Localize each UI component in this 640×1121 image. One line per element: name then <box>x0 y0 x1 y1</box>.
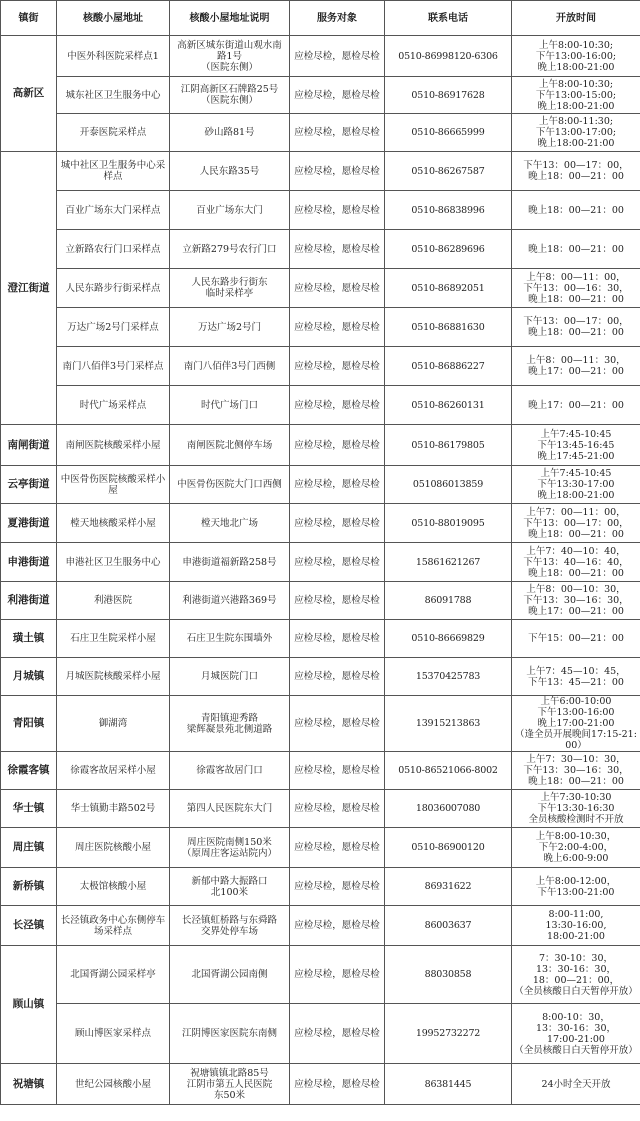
address-note-line: 百业广场东大门 <box>196 204 263 216</box>
table-row <box>1 1004 640 1064</box>
contact-phone-cell: 0510-86900120 <box>385 828 512 868</box>
contact-phone-cell: 86931622 <box>385 868 512 906</box>
contact-phone-cell: 0510-86521066-8002 <box>385 752 512 790</box>
open-hours-line: 上午8：00—11：30， <box>526 355 626 366</box>
address-note-line: 东50米 <box>213 1089 246 1101</box>
address-note-cell <box>170 152 290 191</box>
address-note-line: 交界处停车场 <box>200 925 258 937</box>
address-note-line: 月城医院门口 <box>200 671 258 682</box>
address-note-line: 万达广场2号门 <box>197 321 262 333</box>
open-hours-line: 上午8:00-10:30; <box>538 78 614 90</box>
service-target-cell: 应检尽检，愿检尽检 <box>290 828 385 868</box>
address-note-cell <box>170 1064 290 1105</box>
service-target-cell: 应检尽检，愿检尽检 <box>290 308 385 347</box>
open-hours-line: 下午13:00-17:00; <box>535 127 617 138</box>
service-target-cell: 应检尽检，愿检尽检 <box>290 152 385 191</box>
town-cell: 月城镇 <box>1 658 57 696</box>
town-cell: 夏港街道 <box>1 504 57 543</box>
table-row <box>1 752 640 790</box>
town-cell: 云亭街道 <box>1 466 57 504</box>
table-row <box>1 696 640 752</box>
open-hours-line: 下午13：45—21：00 <box>528 676 624 688</box>
contact-phone-cell: 0510-86289696 <box>385 230 512 269</box>
open-hours-line: 下午13：40—16：40， <box>523 556 629 568</box>
site-address-cell: 华士镇勤丰路502号 <box>57 790 170 828</box>
open-hours-cell <box>512 696 640 752</box>
table-row <box>1 620 640 658</box>
contact-phone-cell: 0510-86998120-6306 <box>385 36 512 77</box>
contact-phone-cell: 13915213863 <box>385 696 512 752</box>
open-hours-line: 17:00-21:00 <box>547 1033 605 1045</box>
address-note-line: 江阴市第五人民医院 <box>186 1078 273 1090</box>
open-hours-line: （全员核酸日白天暂停开放） <box>514 985 638 997</box>
address-note-cell <box>170 191 290 230</box>
address-note-cell <box>170 308 290 347</box>
address-note-cell <box>170 868 290 906</box>
service-target-cell: 应检尽检，愿检尽检 <box>290 77 385 114</box>
open-hours-line: 下午13:30-17:00 <box>537 479 615 490</box>
open-hours-line: 下午13:00-16:00; <box>535 50 617 62</box>
town-cell: 南闸街道 <box>1 425 57 466</box>
open-hours-line: 13：30-16：30， <box>535 963 617 975</box>
header-contact-phone: 联系电话 <box>385 1 512 36</box>
table-row <box>1 543 640 582</box>
town-cell: 祝塘镇 <box>1 1064 57 1105</box>
town-cell: 顾山镇 <box>1 946 57 1064</box>
table-row <box>1 152 640 191</box>
address-note-line: 南门八佰伴3号门西侧 <box>183 360 276 372</box>
service-target-cell: 应检尽检，愿检尽检 <box>290 582 385 620</box>
site-address-cell: 北国胥湖公园采样亭 <box>57 946 170 1004</box>
table-row <box>1 582 640 620</box>
service-target-cell: 应检尽检，愿检尽检 <box>290 790 385 828</box>
contact-phone-cell: 86091788 <box>385 582 512 620</box>
address-note-cell <box>170 347 290 386</box>
open-hours-line: 晚上6:00-9:00 <box>543 853 609 864</box>
town-cell: 澄江街道 <box>1 152 57 425</box>
contact-phone-cell: 15861621267 <box>385 543 512 582</box>
site-address-cell: 开泰医院采样点 <box>57 114 170 152</box>
site-address-cell: 申港社区卫生服务中心 <box>57 543 170 582</box>
table-row <box>1 946 640 1004</box>
address-note-line: 徐霞客故居门口 <box>196 765 263 776</box>
open-hours-line: 18:00-21:00 <box>547 931 605 942</box>
open-hours-line: 下午13:00-21:00 <box>537 886 615 898</box>
open-hours-line: 13:30-16:00, <box>545 920 607 931</box>
open-hours-line: 上午7：40—10：40， <box>526 545 626 557</box>
open-hours-line: 下午13:00-15:00; <box>535 89 617 101</box>
open-hours-line: 晚上17：00—21：00 <box>528 399 624 411</box>
address-note-line: 祝塘镇镇北路85号 <box>190 1067 269 1079</box>
contact-phone-cell: 0510-88019095 <box>385 504 512 543</box>
open-hours-cell <box>512 36 640 77</box>
open-hours-line: 晚上18：00—21：00 <box>528 327 624 338</box>
open-hours-cell <box>512 620 640 658</box>
site-address-cell: 人民东路步行街采样点 <box>57 269 170 308</box>
contact-phone-cell: 86003637 <box>385 906 512 946</box>
open-hours-line: 晚上18：00—21：00 <box>528 204 624 216</box>
address-note-line: 路1号 <box>216 50 243 62</box>
open-hours-cell <box>512 1004 640 1064</box>
service-target-cell: 应检尽检，愿检尽检 <box>290 114 385 152</box>
table-row <box>1 308 640 347</box>
table-row <box>1 386 640 425</box>
open-hours-line: 上午7：30—10：30， <box>526 754 626 765</box>
site-address-cell: 立新路农行门口采样点 <box>57 230 170 269</box>
site-address-cell: 世纪公园核酸小屋 <box>57 1064 170 1105</box>
address-note-line: 樘天地北广场 <box>200 517 258 529</box>
address-note-cell <box>170 386 290 425</box>
open-hours-cell <box>512 152 640 191</box>
site-address-cell: 石庄卫生院采样小屋 <box>57 620 170 658</box>
open-hours-line: 晚上18：00—21：00 <box>528 171 624 182</box>
open-hours-line: 下午15：00—21：00 <box>528 633 624 644</box>
address-note-line: 北国胥湖公园南侧 <box>191 969 268 980</box>
service-target-cell: 应检尽检，愿检尽检 <box>290 230 385 269</box>
open-hours-line: 上午8:00-10:30， <box>535 831 617 842</box>
service-target-cell: 应检尽检，愿检尽检 <box>290 347 385 386</box>
open-hours-cell <box>512 347 640 386</box>
open-hours-cell <box>512 114 640 152</box>
address-note-line: 北100米 <box>210 886 249 898</box>
table-body <box>1 36 640 1105</box>
service-target-cell: 应检尽检，愿检尽检 <box>290 696 385 752</box>
open-hours-line: 上午7：45—10：45， <box>526 665 626 677</box>
open-hours-cell <box>512 504 640 543</box>
address-note-line: （医院东侧） <box>200 95 258 106</box>
service-target-cell: 应检尽检，愿检尽检 <box>290 269 385 308</box>
address-note-cell <box>170 269 290 308</box>
site-address-cell: 利港医院 <box>57 582 170 620</box>
open-hours-line: 晚上18:00-21:00 <box>537 490 615 501</box>
town-cell: 华士镇 <box>1 790 57 828</box>
open-hours-line: 晚上17:45-21:00 <box>537 450 615 462</box>
open-hours-cell <box>512 230 640 269</box>
contact-phone-cell: 0510-86917628 <box>385 77 512 114</box>
town-cell: 璜土镇 <box>1 620 57 658</box>
open-hours-line: 下午2:00-4:00， <box>538 842 614 853</box>
site-address-cell: 太极馆核酸小屋 <box>57 868 170 906</box>
contact-phone-cell: 0510-86179805 <box>385 425 512 466</box>
town-cell: 利港街道 <box>1 582 57 620</box>
site-address-cell: 长泾镇政务中心东侧停车场采样点 <box>57 906 170 946</box>
address-note-cell <box>170 790 290 828</box>
open-hours-line: 8:00-11:00, <box>548 909 604 920</box>
open-hours-line: 下午13:00-16:00 <box>537 707 615 718</box>
open-hours-line: 下午13：30—16：30， <box>523 595 629 606</box>
open-hours-cell <box>512 658 640 696</box>
site-address-cell: 周庄医院核酸小屋 <box>57 828 170 868</box>
open-hours-line: 上午7:45-10:45 <box>540 468 612 479</box>
service-target-cell: 应检尽检，愿检尽检 <box>290 36 385 77</box>
open-hours-cell <box>512 543 640 582</box>
service-target-cell: 应检尽检，愿检尽检 <box>290 543 385 582</box>
address-note-line: 石庄卫生院东围墙外 <box>186 633 273 644</box>
address-note-cell <box>170 114 290 152</box>
open-hours-line: 晚上18：00—21：00 <box>528 567 624 579</box>
town-cell: 徐霞客镇 <box>1 752 57 790</box>
table-row <box>1 906 640 946</box>
table-row <box>1 466 640 504</box>
contact-phone-cell: 19952732272 <box>385 1004 512 1064</box>
contact-phone-cell: 86381445 <box>385 1064 512 1105</box>
open-hours-line: 上午8：00—10：30， <box>526 584 626 595</box>
table-row <box>1 504 640 543</box>
address-note-cell <box>170 77 290 114</box>
service-target-cell: 应检尽检，愿检尽检 <box>290 1004 385 1064</box>
open-hours-line: 7：30-10：30， <box>538 952 614 964</box>
address-note-cell <box>170 946 290 1004</box>
address-note-cell <box>170 752 290 790</box>
table-row <box>1 425 640 466</box>
contact-phone-cell: 0510-86881630 <box>385 308 512 347</box>
site-address-cell: 徐霞客故居采样小屋 <box>57 752 170 790</box>
address-note-line: 第四人民医院东大门 <box>186 803 273 814</box>
open-hours-line: 13：30-16：30， <box>535 1022 617 1034</box>
open-hours-cell <box>512 77 640 114</box>
contact-phone-cell: 0510-86669829 <box>385 620 512 658</box>
open-hours-cell <box>512 582 640 620</box>
address-note-line: 中医骨伤医院大门口西侧 <box>177 479 282 490</box>
open-hours-line: （全员核酸日白天暂停开放） <box>514 1044 638 1056</box>
address-note-line: 时代广场门口 <box>200 399 258 411</box>
open-hours-line: 下午13：00—17：00， <box>523 517 629 529</box>
open-hours-line: 8:00-10：30， <box>542 1011 610 1023</box>
open-hours-cell <box>512 906 640 946</box>
open-hours-line: 上午7：00—11：00， <box>526 506 626 518</box>
table-row <box>1 191 640 230</box>
town-cell: 申港街道 <box>1 543 57 582</box>
open-hours-cell <box>512 308 640 347</box>
open-hours-cell <box>512 425 640 466</box>
site-address-cell: 城东社区卫生服务中心 <box>57 77 170 114</box>
service-target-cell: 应检尽检，愿检尽检 <box>290 868 385 906</box>
address-note-line: 申港街道福新路258号 <box>182 556 277 568</box>
open-hours-cell <box>512 828 640 868</box>
address-note-line: （原周庄客运站院内） <box>181 847 277 859</box>
address-note-line: 梁辉凝景苑北侧道路 <box>186 723 273 735</box>
address-note-line: 砂山路81号 <box>204 127 255 138</box>
header-town: 镇街 <box>1 1 57 36</box>
open-hours-cell <box>512 386 640 425</box>
site-address-cell: 南门八佰伴3号门采样点 <box>57 347 170 386</box>
service-target-cell: 应检尽检，愿检尽检 <box>290 1064 385 1105</box>
service-target-cell: 应检尽检，愿检尽检 <box>290 906 385 946</box>
contact-phone-cell: 0510-86886227 <box>385 347 512 386</box>
contact-phone-cell: 0510-86665999 <box>385 114 512 152</box>
table-row <box>1 114 640 152</box>
site-address-cell: 中医骨伤医院核酸采样小屋 <box>57 466 170 504</box>
address-note-line: 青阳镇迎秀路 <box>200 712 258 724</box>
site-address-cell: 月城医院核酸采样小屋 <box>57 658 170 696</box>
open-hours-cell <box>512 1064 640 1105</box>
open-hours-line: 上午8:00-11:30; <box>538 116 614 127</box>
open-hours-line: 下午13：00—17：00， <box>523 316 629 327</box>
open-hours-line: 上午8:00-10:30; <box>538 39 614 51</box>
open-hours-line: 上午7:30-10:30 <box>540 792 612 803</box>
open-hours-line: 晚上18:00-21:00 <box>537 138 615 149</box>
contact-phone-cell: 051086013859 <box>385 466 512 504</box>
address-note-line: 利港街道兴港路369号 <box>182 595 277 606</box>
town-cell: 新桥镇 <box>1 868 57 906</box>
table-row <box>1 658 640 696</box>
open-hours-line: （逢全员开展晚间17:15-21:00） <box>515 729 637 751</box>
contact-phone-cell: 15370425783 <box>385 658 512 696</box>
service-target-cell: 应检尽检，愿检尽检 <box>290 504 385 543</box>
header-open-hours: 开放时间 <box>512 1 640 36</box>
site-address-cell: 顾山博医家采样点 <box>57 1004 170 1064</box>
service-target-cell: 应检尽检，愿检尽检 <box>290 752 385 790</box>
address-note-line: 南闸医院北侧停车场 <box>186 439 273 451</box>
address-note-line: 江阴博医家医院东南侧 <box>181 1028 277 1039</box>
address-note-cell <box>170 1004 290 1064</box>
address-note-cell <box>170 696 290 752</box>
open-hours-line: 晚上17：00—21：00 <box>528 606 624 617</box>
site-address-cell: 百业广场东大门采样点 <box>57 191 170 230</box>
open-hours-cell <box>512 868 640 906</box>
open-hours-line: 18：00—21：00， <box>532 974 620 986</box>
site-address-cell: 中医外科医院采样点1 <box>57 36 170 77</box>
header-address-note: 核酸小屋地址说明 <box>170 1 290 36</box>
town-cell: 青阳镇 <box>1 696 57 752</box>
service-target-cell: 应检尽检，愿检尽检 <box>290 620 385 658</box>
open-hours-line: 下午13：30—16：30， <box>523 765 629 776</box>
open-hours-line: 上午8:00-12:00， <box>535 875 617 887</box>
address-note-cell <box>170 582 290 620</box>
site-address-cell: 城中社区卫生服务中心采样点 <box>57 152 170 191</box>
open-hours-line: 下午13:30-16:30 <box>537 803 615 814</box>
address-note-line: 高新区城东街道山观水南 <box>177 39 282 51</box>
table-row <box>1 77 640 114</box>
open-hours-line: 晚上17：00—21：00 <box>528 366 624 377</box>
service-target-cell: 应检尽检，愿检尽检 <box>290 466 385 504</box>
address-note-cell <box>170 230 290 269</box>
address-note-cell <box>170 906 290 946</box>
open-hours-line: 下午13：00—16：30， <box>523 282 629 294</box>
town-cell: 高新区 <box>1 36 57 152</box>
site-address-cell: 南闸医院核酸采样小屋 <box>57 425 170 466</box>
header-site-address: 核酸小屋地址 <box>57 1 170 36</box>
open-hours-line: 全员核酸检测时不开放 <box>528 814 624 825</box>
address-note-cell <box>170 504 290 543</box>
table-row <box>1 36 640 77</box>
service-target-cell: 应检尽检，愿检尽检 <box>290 658 385 696</box>
address-note-line: 临时采样亭 <box>205 288 254 299</box>
open-hours-line: 上午6:00-10:00 <box>540 696 612 707</box>
open-hours-line: 下午13：00—17：00， <box>523 160 629 171</box>
open-hours-cell <box>512 191 640 230</box>
open-hours-line: 晚上18：00—21：00 <box>528 776 624 787</box>
contact-phone-cell: 0510-86838996 <box>385 191 512 230</box>
open-hours-line: 晚上18：00—21：00 <box>528 528 624 540</box>
contact-phone-cell: 88030858 <box>385 946 512 1004</box>
address-note-cell <box>170 658 290 696</box>
address-note-line: 人民东路35号 <box>199 165 260 177</box>
header-service-target: 服务对象 <box>290 1 385 36</box>
site-address-cell: 樘天地核酸采样小屋 <box>57 504 170 543</box>
table-row <box>1 868 640 906</box>
service-target-cell: 应检尽检，愿检尽检 <box>290 425 385 466</box>
open-hours-line: 晚上17:00-21:00 <box>537 718 615 729</box>
table-row <box>1 1064 640 1105</box>
open-hours-line: 24小时全天开放 <box>541 1078 611 1090</box>
open-hours-line: 晚上18：00—21：00 <box>528 243 624 255</box>
table-header-row <box>1 1 640 36</box>
open-hours-line: 晚上18:00-21:00 <box>537 61 615 73</box>
address-note-cell <box>170 425 290 466</box>
table-row <box>1 230 640 269</box>
address-note-line: 周庄医院南侧150米 <box>187 836 272 848</box>
table-row <box>1 828 640 868</box>
address-note-line: （医院东侧） <box>200 61 258 73</box>
site-address-cell: 时代广场采样点 <box>57 386 170 425</box>
open-hours-line: 下午13:45-16:45 <box>537 439 615 451</box>
contact-phone-cell: 0510-86267587 <box>385 152 512 191</box>
address-note-cell <box>170 543 290 582</box>
address-note-line: 长泾镇虹桥路与东舜路 <box>181 914 277 926</box>
address-note-line: 人民东路步行街东 <box>191 277 268 288</box>
address-note-cell <box>170 828 290 868</box>
service-target-cell: 应检尽检，愿检尽检 <box>290 191 385 230</box>
town-cell: 周庄镇 <box>1 828 57 868</box>
open-hours-line: 上午8：00—11：00， <box>526 271 626 283</box>
service-target-cell: 应检尽检，愿检尽检 <box>290 386 385 425</box>
table-row <box>1 347 640 386</box>
open-hours-cell <box>512 790 640 828</box>
address-note-cell <box>170 466 290 504</box>
open-hours-cell <box>512 466 640 504</box>
table-row <box>1 790 640 828</box>
open-hours-cell <box>512 946 640 1004</box>
open-hours-line: 晚上18：00—21：00 <box>528 293 624 305</box>
open-hours-cell <box>512 269 640 308</box>
town-cell: 长泾镇 <box>1 906 57 946</box>
open-hours-line: 上午7:45-10:45 <box>540 428 612 440</box>
open-hours-line: 晚上18:00-21:00 <box>537 100 615 112</box>
service-target-cell: 应检尽检，愿检尽检 <box>290 946 385 1004</box>
address-note-cell <box>170 620 290 658</box>
open-hours-cell <box>512 752 640 790</box>
address-note-line: 新郁中路大振路口 <box>191 875 268 887</box>
address-note-line: 江阴高新区石牌路25号 <box>180 84 279 95</box>
address-note-line: 立新路279号农行门口 <box>182 243 277 255</box>
table-row <box>1 269 640 308</box>
address-note-cell <box>170 36 290 77</box>
site-address-cell: 御湖湾 <box>57 696 170 752</box>
contact-phone-cell: 0510-86260131 <box>385 386 512 425</box>
site-address-cell: 万达广场2号门采样点 <box>57 308 170 347</box>
contact-phone-cell: 18036007080 <box>385 790 512 828</box>
contact-phone-cell: 0510-86892051 <box>385 269 512 308</box>
